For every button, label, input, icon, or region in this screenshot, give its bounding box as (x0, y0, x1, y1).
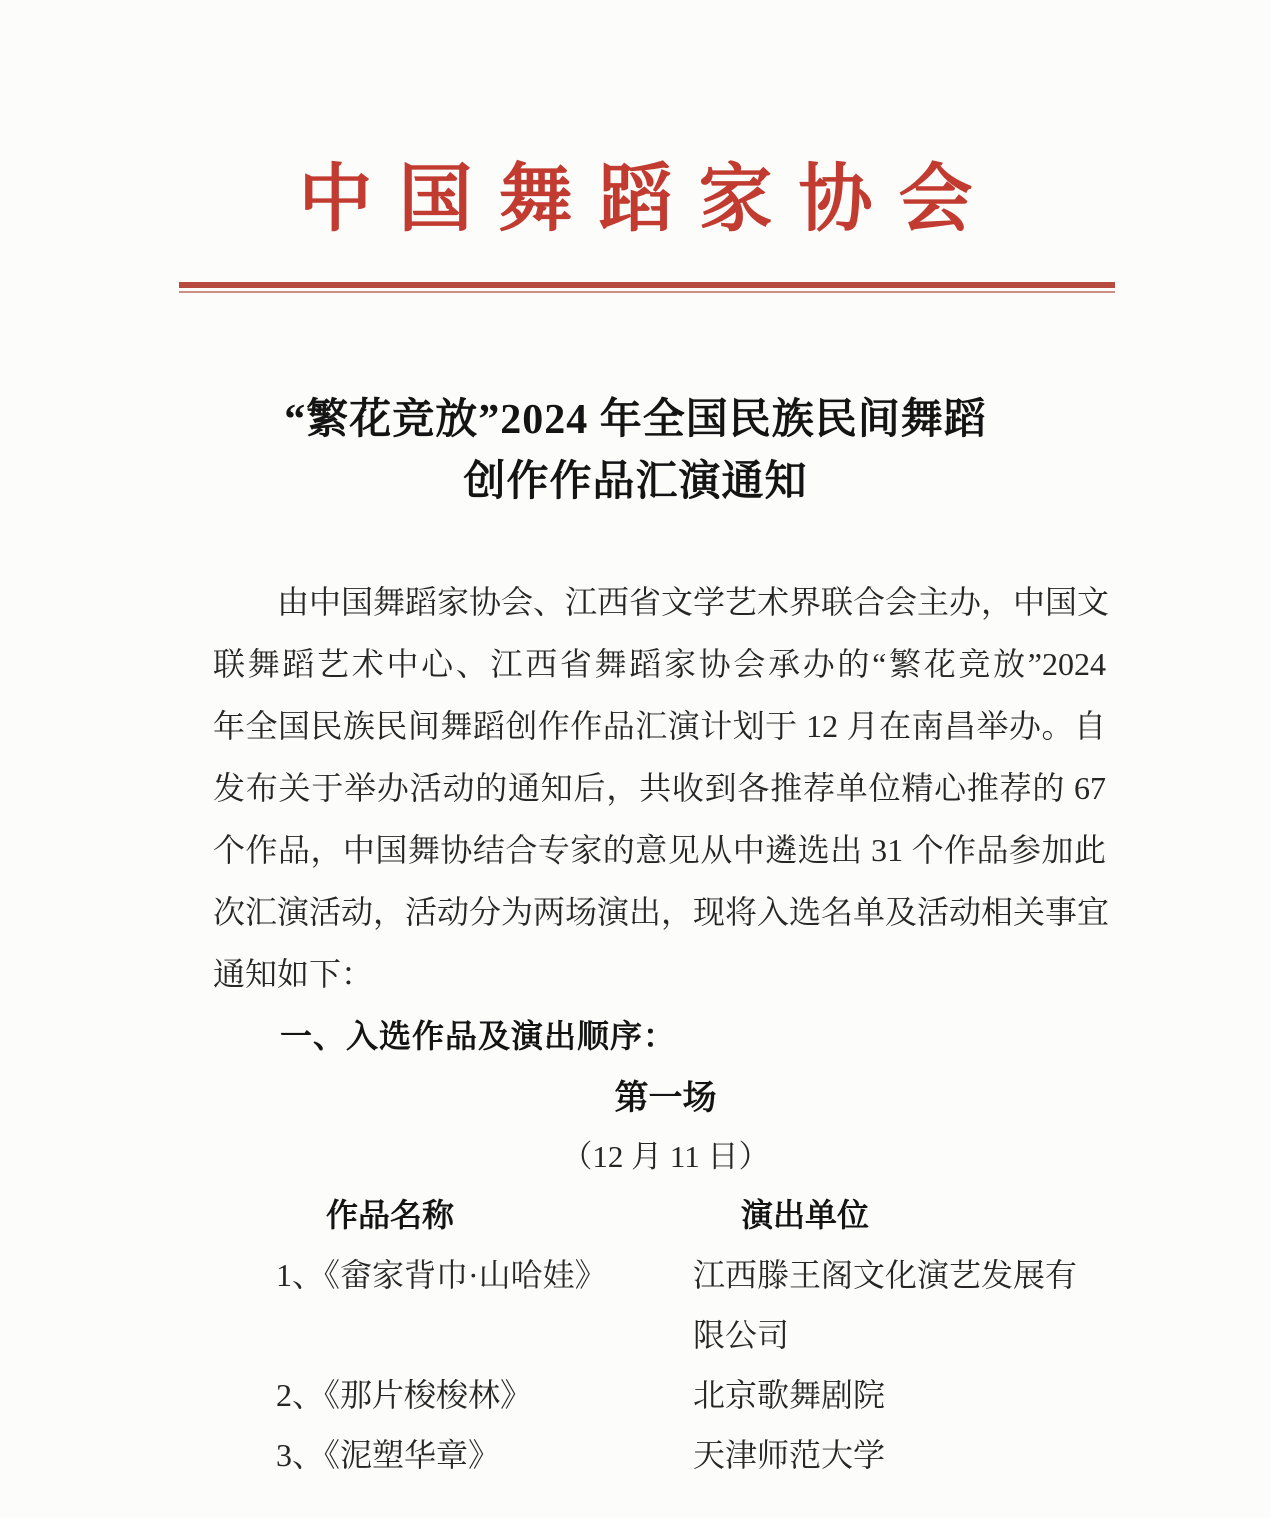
work-number: 1、 (276, 1257, 325, 1293)
unit-name: 江西滕王阁文化演艺发展有限公司 (693, 1257, 1078, 1353)
body-line: 通知如下： (213, 956, 374, 992)
work-title-cell (276, 1245, 693, 1305)
works-table (276, 1185, 1106, 1485)
table-row (276, 1365, 1106, 1425)
body-paragraph (213, 571, 1110, 1005)
body-line: 次汇演活动，活动分为两场演出，现将入选名单及活动相关事宜 (213, 894, 1110, 930)
column-header-performing-unit: 演出单位 (741, 1197, 870, 1233)
body-line: 由中国舞蹈家协会、江西省文学艺术界联合会主办，中国文 (277, 584, 1110, 620)
works-table-header-row (276, 1185, 1106, 1245)
work-number: 2、 (276, 1377, 325, 1413)
work-title-cell (276, 1365, 693, 1425)
letterhead-org-name: 中国舞蹈家协会 (298, 159, 999, 241)
work-title: 《那片梭梭林》 (324, 1377, 533, 1413)
column-header-work-name: 作品名称 (326, 1197, 455, 1233)
work-title: 《泥塑华章》 (324, 1437, 501, 1473)
unit-name: 北京歌舞剧院 (693, 1377, 886, 1413)
unit-name: 天津师范大学 (693, 1437, 886, 1473)
notice-title (0, 389, 1271, 513)
body-line: 个作品，中国舞协结合专家的意见从中遴选出 31 个作品参加此 (213, 832, 1106, 868)
work-title-cell (276, 1425, 693, 1485)
notice-title-line2: 创作作品汇演通知 (463, 459, 808, 505)
show-date: （12 月 11 日） (561, 1139, 770, 1174)
section-heading-selected-works: 一、入选作品及演出顺序： (280, 1018, 677, 1054)
notice-title-line1: “繁花竞放”2024 年全国民族民间舞蹈 (284, 397, 987, 443)
work-title: 《畲家背巾·山哈娃》 (324, 1257, 607, 1293)
show-title-first-show: 第一场 (614, 1079, 717, 1117)
body-line: 年全国民族民间舞蹈创作作品汇演计划于 12 月在南昌举办。自 (213, 708, 1106, 744)
body-line: 发布关于举办活动的通知后，共收到各推荐单位精心推荐的 67 (213, 770, 1106, 806)
body-line: 联舞蹈艺术中心、江西省舞蹈家协会承办的“繁花竞放”2024 (213, 646, 1106, 682)
table-row (276, 1245, 1106, 1365)
table-row (276, 1425, 1106, 1485)
divider-thin-line (179, 291, 1115, 293)
work-number: 3、 (276, 1437, 325, 1473)
letterhead (0, 150, 1271, 270)
letterhead-divider (179, 282, 1115, 293)
